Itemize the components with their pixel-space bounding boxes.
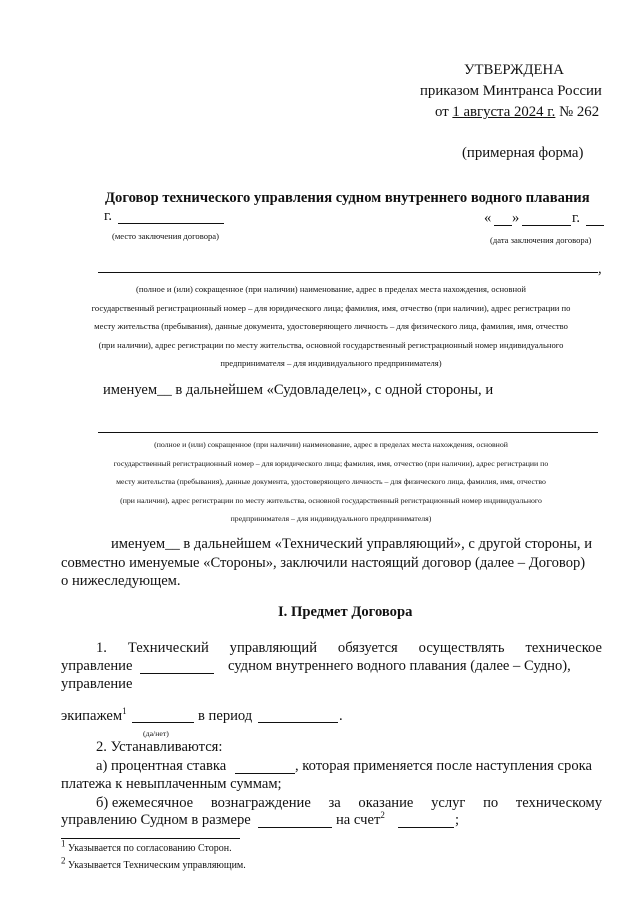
date-month-line[interactable] bbox=[522, 225, 571, 226]
approval-title: УТВЕРЖДЕНА bbox=[464, 62, 564, 78]
date-year-label: г. bbox=[572, 210, 580, 226]
document-title: Договор технического управления судном внутреннего водного плавания bbox=[105, 190, 590, 206]
date-caption: (дата заключения договора) bbox=[490, 235, 592, 245]
p1-word: обязуется bbox=[337, 640, 398, 656]
p1-period-field[interactable] bbox=[258, 722, 338, 723]
p2b-account-label: на счет bbox=[336, 812, 381, 828]
city-prefix: г. bbox=[104, 208, 112, 224]
party2-caption-line: (при наличии), адрес регистрации по месту жительства, основной государственный регистрационный номер индивидуального bbox=[120, 495, 542, 505]
footnote-ref-2: 2 bbox=[380, 810, 385, 821]
p1-word: управляющий bbox=[229, 640, 318, 656]
party1-field-line[interactable] bbox=[98, 272, 598, 273]
p1-yesno-caption: (да/нет) bbox=[143, 729, 169, 738]
party1-caption-line: государственный регистрационный номер – для юридического лица; фамилия, имя, отчество (при наличии), адрес регистрации по bbox=[91, 302, 571, 313]
p2a-rate-field[interactable] bbox=[235, 773, 295, 774]
party2-caption-line: (полное и (или) сокращенное (при наличии) наименование, адрес в пределах места нахождения, основной bbox=[154, 440, 508, 449]
party1-caption-line: (при наличии), адрес регистрации по месту жительства, основной государственный регистрационный номер индивидуального bbox=[98, 339, 564, 350]
party1-caption-line: месту жительства (пребывания), данные документа, удостоверяющего личность – для физического лица, фамилия, имя, отчество bbox=[94, 321, 568, 331]
party1-caption bbox=[62, 280, 600, 373]
p2b-word: услуг bbox=[431, 795, 466, 811]
p1-management-label: управление bbox=[61, 658, 133, 674]
party1-comma: , bbox=[598, 261, 602, 277]
p2a-line2: платежа к невыплаченным суммам; bbox=[61, 776, 282, 792]
p2a-label: а) процентная ставка bbox=[96, 758, 227, 774]
p1-crew-label: экипажем bbox=[61, 708, 123, 724]
p1-word: Технический bbox=[127, 640, 209, 656]
approval-date: 1 августа 2024 г. bbox=[452, 104, 556, 120]
p1-word: осуществлять bbox=[418, 640, 505, 656]
p1-period-label: в период bbox=[198, 708, 253, 724]
date-close-quote: » bbox=[512, 210, 520, 226]
place-field-line[interactable] bbox=[118, 223, 224, 224]
place-caption: (место заключения договора) bbox=[112, 231, 219, 241]
p1-vessel-text: судном внутреннего водного плавания (далее – Судно), bbox=[228, 658, 571, 674]
p2b-account bbox=[336, 812, 385, 829]
approval-from: от bbox=[435, 104, 449, 120]
party2-named-line3: о нижеследующем. bbox=[61, 573, 181, 589]
party1-named: именуем__ в дальнейшем «Судовладелец», с одной стороны, и bbox=[103, 382, 494, 398]
p2b-word: оказание bbox=[358, 795, 414, 811]
p1-crew-field[interactable] bbox=[132, 722, 194, 723]
party2-caption-line: месту жительства (пребывания), данные документа, удостоверяющего личность – для физического лица, фамилия, имя, отчество bbox=[116, 477, 546, 486]
p1-period-end: . bbox=[339, 708, 343, 724]
footnote-mark: 2 bbox=[61, 855, 66, 866]
footnote-mark: 1 bbox=[61, 838, 66, 849]
footnote-separator bbox=[61, 838, 240, 839]
party2-caption bbox=[62, 436, 600, 529]
approval-number: № 262 bbox=[559, 104, 600, 120]
p2a-text: , которая применяется после наступления срока bbox=[295, 758, 592, 774]
approval-date-line bbox=[435, 104, 599, 121]
footnote-2 bbox=[61, 855, 246, 871]
party2-named-line1: именуем__ в дальнейшем «Технический управляющий», с другой стороны, и bbox=[111, 536, 593, 552]
p1-word: 1. bbox=[96, 640, 107, 656]
p2b-word: вознаграждение bbox=[210, 795, 311, 811]
approval-order: приказом Минтранса России bbox=[420, 83, 602, 99]
p2b-word: б) ежемесячное bbox=[96, 795, 194, 811]
p1-word: техническое bbox=[525, 640, 602, 656]
section1-title: I. Предмет Договора bbox=[278, 604, 413, 620]
p1-line3: управление bbox=[61, 676, 133, 692]
p1-crew bbox=[61, 708, 127, 725]
p2b-amount-field[interactable] bbox=[258, 827, 332, 828]
p2b-word: техническому bbox=[515, 795, 602, 811]
party1-caption-line: (полное и (или) сокращенное (при наличии) наименование, адрес в пределах места нахождения, основной bbox=[136, 284, 526, 294]
p2b-line1 bbox=[96, 795, 602, 812]
p2b-word: по bbox=[483, 795, 499, 811]
p2b-account-field[interactable] bbox=[398, 827, 454, 828]
p2b-line2-label: управлению Судном в размере bbox=[61, 812, 251, 828]
party2-caption-line: предпринимателя – для индивидуального предпринимателя) bbox=[230, 514, 432, 523]
date-open-quote: « bbox=[484, 210, 492, 226]
party2-named-line2: совместно именуемые «Стороны», заключили настоящий договор (далее – Договор) bbox=[61, 555, 586, 571]
party1-caption-line: предпринимателя – для индивидуального предпринимателя) bbox=[220, 358, 442, 368]
footnote-text: Указывается по согласованию Сторон. bbox=[68, 843, 232, 854]
p2b-end: ; bbox=[455, 812, 460, 828]
footnote-text: Указывается Техническим управляющим. bbox=[68, 860, 246, 871]
date-year-line[interactable] bbox=[586, 225, 604, 226]
party2-caption-line: государственный регистрационный номер – для юридического лица; фамилия, имя, отчество (при наличии), адрес регистрации по bbox=[113, 458, 549, 468]
form-type: (примерная форма) bbox=[462, 145, 584, 161]
p1-line1 bbox=[96, 640, 602, 657]
date-day-line[interactable] bbox=[494, 225, 512, 226]
p2b-word: за bbox=[328, 795, 341, 811]
p2-title: 2. Устанавливаются: bbox=[96, 739, 223, 755]
party2-field-line[interactable] bbox=[98, 432, 598, 433]
footnote-ref-1: 1 bbox=[122, 706, 127, 717]
footnote-1 bbox=[61, 838, 232, 854]
p1-management-field[interactable] bbox=[140, 673, 214, 674]
